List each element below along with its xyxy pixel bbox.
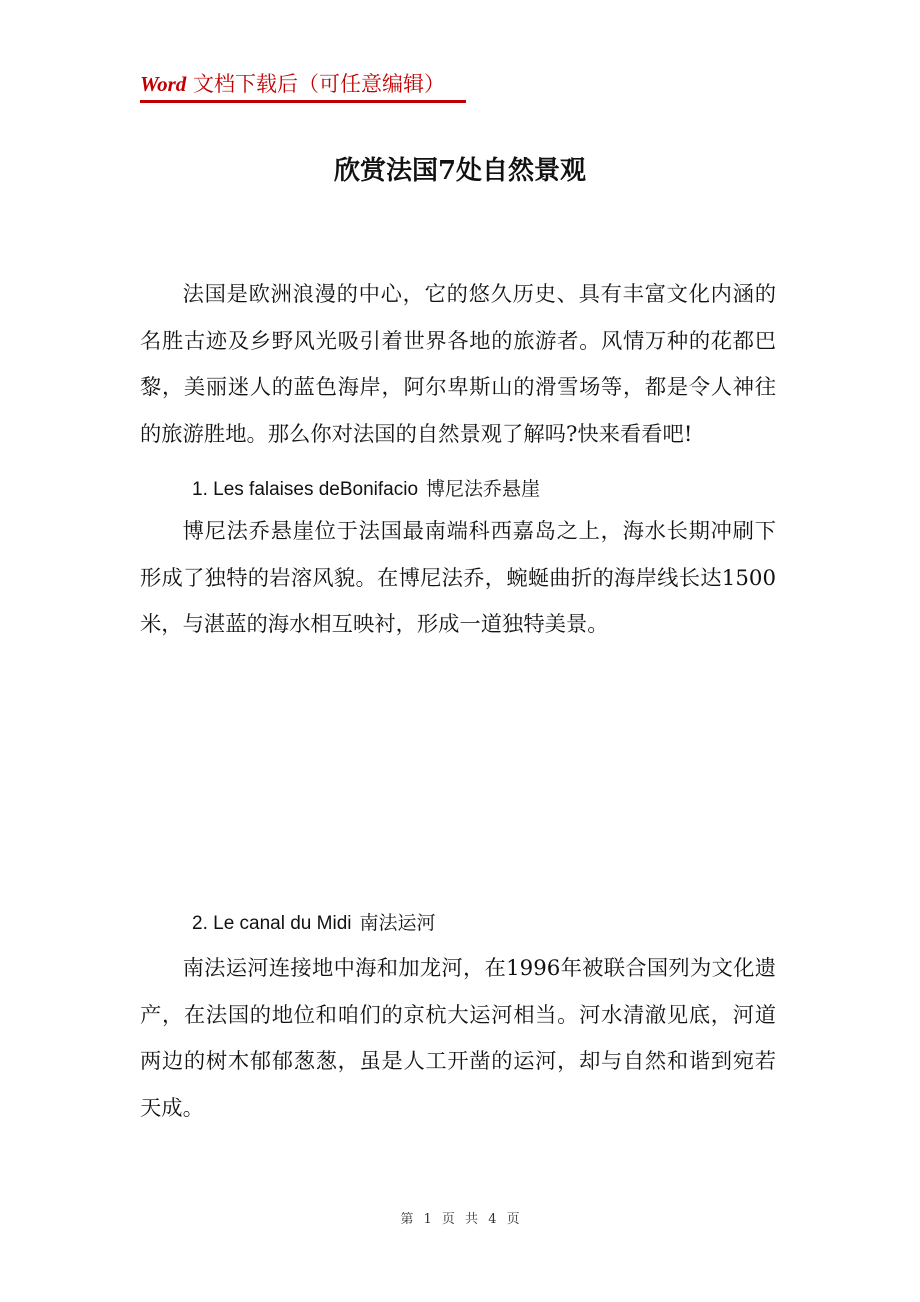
banner-text: 文档下载后（可任意编辑） — [186, 72, 445, 96]
heading-en: 2. Le canal du Midi — [192, 913, 352, 934]
intro-paragraph: 法国是欧洲浪漫的中心，它的悠久历史、具有丰富文化内涵的名胜古迹及乡野风光吸引着世界各地的旅游者。风情万种的花都巴黎，美丽迷人的蓝色海岸，阿尔卑斯山的滑雪场等，都是令人神往的旅游胜地。那么你对法国的自然景观了解吗?快来看看吧! — [140, 282, 776, 447]
section-heading-1 — [192, 474, 540, 501]
download-banner[interactable] — [140, 68, 466, 103]
section-body-1: 博尼法乔悬崖位于法国最南端科西嘉岛之上，海水长期冲刷下形成了独特的岩溶风貌。在博尼法乔，蜿蜒曲折的海岸线长达1500米，与湛蓝的海水相互映衬，形成一道独特美景。 — [140, 519, 776, 637]
heading-cn: 南法运河 — [359, 912, 436, 934]
heading-en: 1. Les falaises deBonifacio — [192, 479, 419, 500]
page-footer: 第 1 页 共 4 页 — [400, 1212, 520, 1227]
section-body-2: 南法运河连接地中海和加龙河，在1996年被联合国列为文化遗产，在法国的地位和咱们的京杭大运河相当。河水清澈见底，河道两边的树木郁郁葱葱，虽是人工开凿的运河，却与自然和谐到宛若天成。 — [140, 956, 776, 1121]
banner-word: Word — [140, 72, 187, 96]
section-heading-2 — [192, 908, 436, 935]
heading-cn: 博尼法乔悬崖 — [426, 478, 541, 500]
page-title: 欣赏法国7处自然景观 — [333, 156, 587, 186]
